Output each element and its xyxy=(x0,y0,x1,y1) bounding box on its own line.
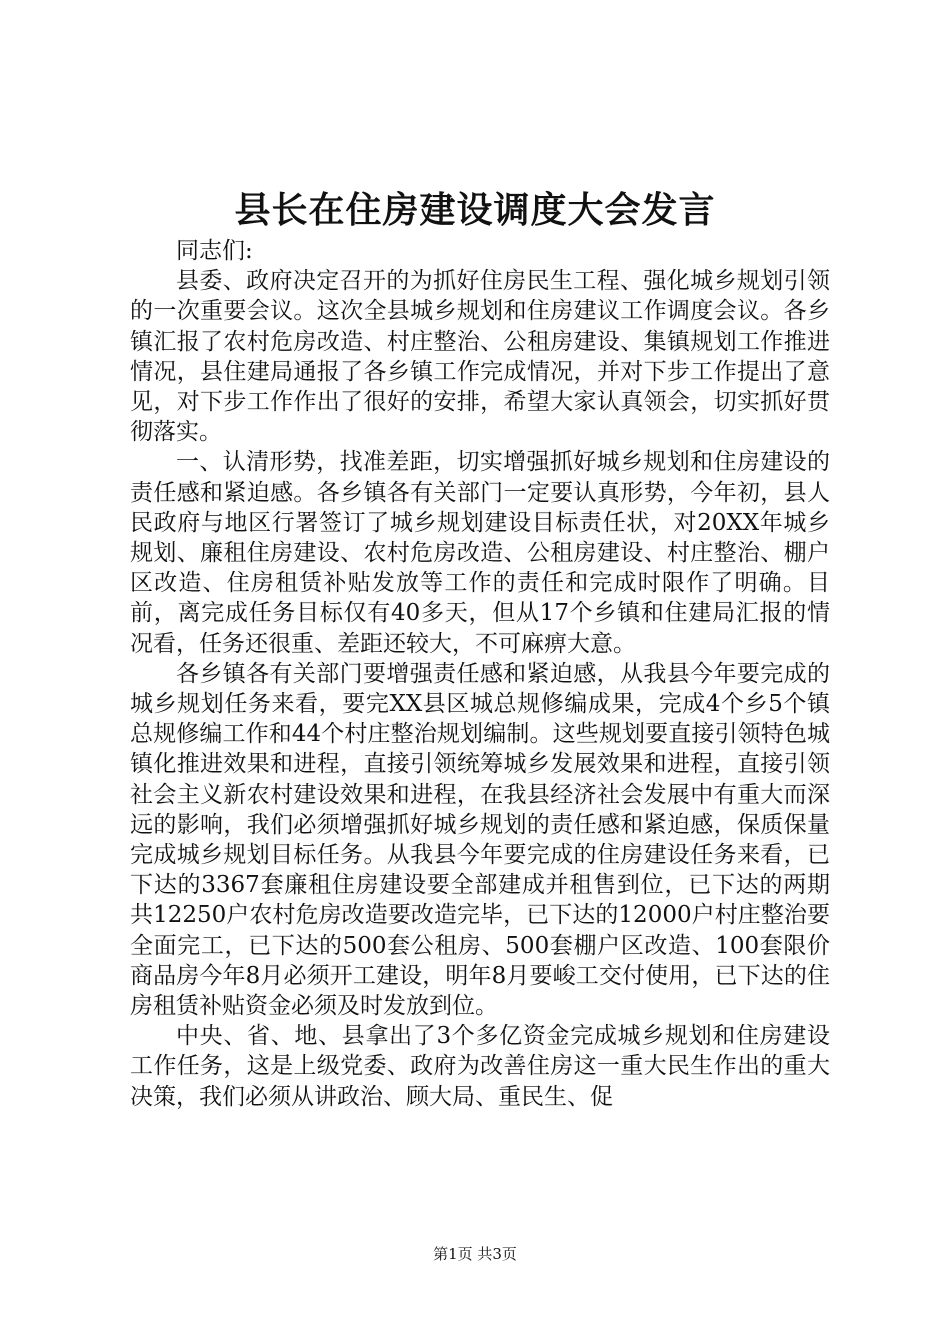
salutation: 同志们: xyxy=(176,238,253,264)
paragraph-intro: 县委、政府决定召开的为抓好住房民生工程、强化城乡规划引领的一次重要会议。这次全县城乡规划和住房建议工作调度会议。各乡镇汇报了农村危房改造、村庄整治、公租房建设、集镇规划工作推进情况，县住建局通报了各乡镇工作完成情况，并对下步工作提出了意见，对下步工作作出了很好的安排，希望大家认真领会，切实抓好贯彻落实。 xyxy=(130,268,830,446)
document-body xyxy=(130,236,830,1112)
paragraph-funding: 中央、省、地、县拿出了3个多亿资金完成城乡规划和住房建设工作任务，这是上级党委、政府为改善住房这一重大民生作出的重大决策，我们必须从讲政治、顾大局、重民生、促 xyxy=(130,1023,830,1110)
paragraph-tasks: 各乡镇各有关部门要增强责任感和紧迫感，从我县今年要完成的城乡规划任务来看，要完XX县区城总规修编成果，完成4个乡5个镇总规修编工作和44个村庄整治规划编制。这些规划要直接引领特色城镇化推进效果和进程，直接引领统筹城乡发展效果和进程，直接引领社会主义新农村建设效果和进程，在我县经济社会发展中有重大而深远的影响，我们必须增强抓好城乡规划的责任感和紧迫感，保质保量完成城乡规划目标任务。从我县今年要完成的住房建设任务来看，已下达的3367套廉租住房建设要全部建成并租售到位，已下达的两期共12250户农村危房改造要改造完毕，已下达的12000户村庄整治要全面完工，已下达的500套公租房、500套棚户区改造、100套限价商品房今年8月必须开工建设，明年8月要峻工交付使用，已下达的住房租赁补贴资金必须及时发放到位。 xyxy=(130,660,830,1020)
page-number-footer: 第1页 共3页 xyxy=(433,1245,517,1263)
document-title: 县长在住房建设调度大会发言 xyxy=(234,189,716,231)
paragraph-section-one: 一、认清形势，找准差距，切实增强抓好城乡规划和住房建设的责任感和紧迫感。各乡镇各有关部门一定要认真形势，今年初，县人民政府与地区行署签订了城乡规划建设目标责任状，对20XX年城乡规划、廉租住房建设、农村危房改造、公租房建设、村庄整治、棚户区改造、住房租赁补贴发放等工作的责任和完成时限作了明确。目前，离完成任务目标仅有40多天，但从17个乡镇和住建局汇报的情况看，任务还很重、差距还较大，不可麻痹大意。 xyxy=(130,449,830,657)
